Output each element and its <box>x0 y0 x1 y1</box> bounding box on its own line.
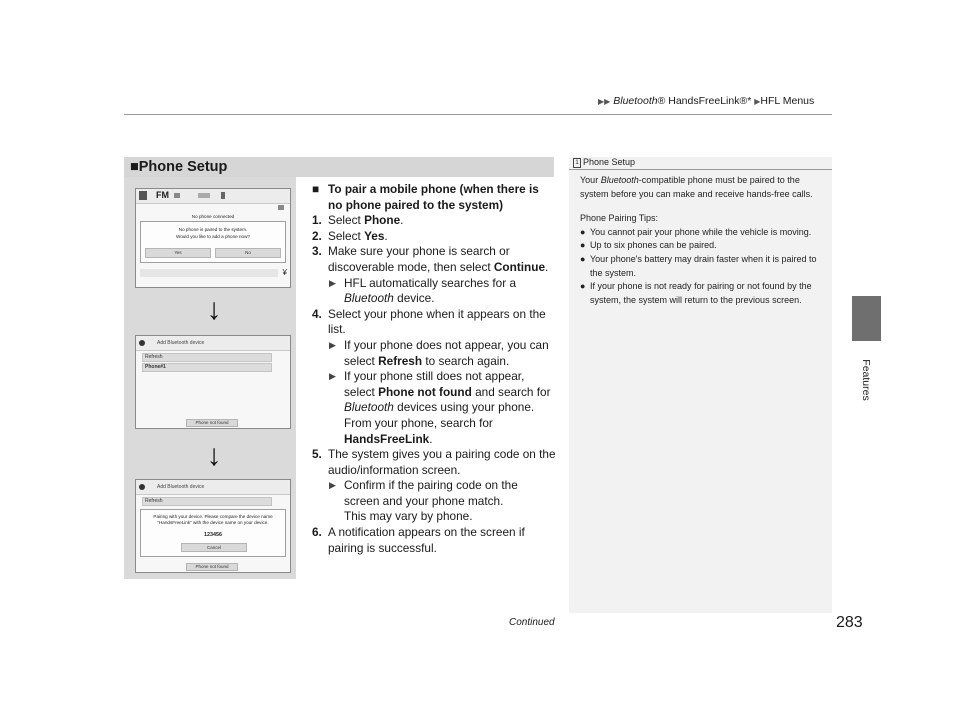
tip-item: ● You cannot pair your phone while the vehicle is moving. <box>580 226 830 240</box>
screen-title: Add Bluetooth device <box>157 484 205 490</box>
continued-label: Continued <box>509 617 555 628</box>
step-4-note-1: ▶ If your phone does not appear, you can select Refresh to search again. <box>329 337 549 368</box>
tips-title: Phone Pairing Tips: <box>580 213 659 224</box>
step-5-note-extra: This may vary by phone. <box>344 509 473 524</box>
header-rule <box>124 114 832 115</box>
refresh-button[interactable]: Refresh <box>142 353 272 362</box>
breadcrumb <box>598 95 814 107</box>
pairing-line-2: "HandsFreeLink" with the device name on your device. <box>157 520 269 525</box>
screen-title: Add Bluetooth device <box>157 340 205 346</box>
yes-button[interactable]: Yes <box>145 248 211 258</box>
cancel-button[interactable]: Cancel <box>181 543 247 552</box>
refresh-button[interactable]: Refresh <box>142 497 272 506</box>
pairing-dialog <box>140 509 286 557</box>
step-3-note: ▶ HFL automatically searches for a Bluetooth device. <box>329 275 516 306</box>
steps-list <box>312 182 556 556</box>
chapter-tab-label: Features <box>860 359 872 401</box>
bullet-icon: ● <box>580 253 586 264</box>
phone-icon <box>139 191 147 200</box>
breadcrumb-arrow-icon: ▶ <box>754 97 761 106</box>
page-number: 283 <box>836 614 863 631</box>
step-4-note-2: ▶ If your phone still does not appear, select Phone not found and search for Bluetooth devices using your phone. From your phone, search for HandsFreeLink. <box>329 369 551 446</box>
chapter-tab <box>849 345 883 415</box>
screen-pairing-code <box>135 479 291 573</box>
chevron-down-icon[interactable]: ¥ <box>282 268 287 277</box>
pairing-line-1: Pairing with your device. Please compare the device name <box>153 514 273 519</box>
volume-icon <box>278 205 284 210</box>
note-rule <box>569 169 832 170</box>
steps-intro: ■ To pair a mobile phone (when there is no phone paired to the system) <box>312 182 539 212</box>
step-6: 6. A notification appears on the screen if pairing is successful. <box>312 525 525 555</box>
screen-add-device <box>135 335 291 429</box>
section-heading <box>130 157 227 177</box>
phone-not-found-button[interactable]: Phone not found <box>186 563 238 571</box>
step-5: 5. The system gives you a pairing code on the audio/information screen. <box>312 447 556 477</box>
arrow-icon: ▶ <box>329 339 336 350</box>
list-row <box>140 269 278 277</box>
step-4: 4. Select your phone when it appears on the list. <box>312 306 546 337</box>
source-label: FM <box>156 190 169 200</box>
step-5-note: ▶ Confirm if the pairing code on the screen and your phone match. <box>329 478 518 508</box>
bullet-icon: ● <box>580 226 586 237</box>
note-icon: 1 <box>573 158 581 168</box>
pairing-code: 123456 <box>204 532 222 538</box>
tip-item: ● Up to six phones can be paired. <box>580 239 830 253</box>
status-text: No phone connected <box>191 214 235 219</box>
battery-icon <box>221 192 225 199</box>
chapter-tab-block <box>852 296 881 341</box>
phone-list-item[interactable]: Phone#1 <box>142 363 272 372</box>
section-marker-icon: ■ <box>130 159 139 175</box>
add-phone-dialog <box>140 221 286 263</box>
screen-status-row <box>136 189 290 204</box>
signal-icon <box>174 193 180 198</box>
dialog-line-2: Would you like to add a phone now? <box>176 234 250 239</box>
screen-title-row <box>136 480 290 495</box>
menu-icon <box>198 193 210 198</box>
dialog-line-1: No phone is paired to the system. <box>178 227 248 232</box>
screen-title-row <box>136 336 290 351</box>
screen-no-phone <box>135 188 291 288</box>
no-button[interactable]: No <box>215 248 281 258</box>
arrow-icon: ▶ <box>329 480 336 491</box>
back-icon[interactable] <box>139 484 145 490</box>
note-body <box>580 174 830 307</box>
arrow-icon: ▶ <box>329 277 336 288</box>
step-2: 2. Select Yes. <box>312 228 388 243</box>
note-paragraph: Your Bluetooth-compatible phone must be paired to the system before you can make and receive hands-free calls. <box>580 175 813 199</box>
breadcrumb-menus: HFL Menus <box>760 95 815 107</box>
down-arrow-icon: ↓ <box>206 293 222 326</box>
back-icon[interactable] <box>139 340 145 346</box>
section-title: Phone Setup <box>138 159 228 175</box>
breadcrumb-arrow-icon: ▶▶ <box>598 97 611 106</box>
phone-not-found-button[interactable]: Phone not found <box>186 419 238 427</box>
arrow-icon: ▶ <box>329 371 336 382</box>
bullet-icon: ● <box>580 240 586 251</box>
breadcrumb-hfl: ® HandsFreeLink®* <box>657 95 752 107</box>
tip-item: ● If your phone is not ready for pairing or not found by the system, the system will return to the previous screen. <box>580 281 812 305</box>
down-arrow-icon: ↓ <box>206 439 222 472</box>
breadcrumb-bluetooth: Bluetooth <box>613 95 658 107</box>
tip-item: ● Your phone's battery may drain faster when it is paired to the system. <box>580 253 817 278</box>
step-3: 3. Make sure your phone is search or discoverable mode, then select Continue. <box>312 244 549 274</box>
note-title: 1 Phone Setup <box>573 157 635 168</box>
bullet-icon: ● <box>580 281 586 292</box>
step-1: 1. Select Phone. <box>312 213 404 228</box>
